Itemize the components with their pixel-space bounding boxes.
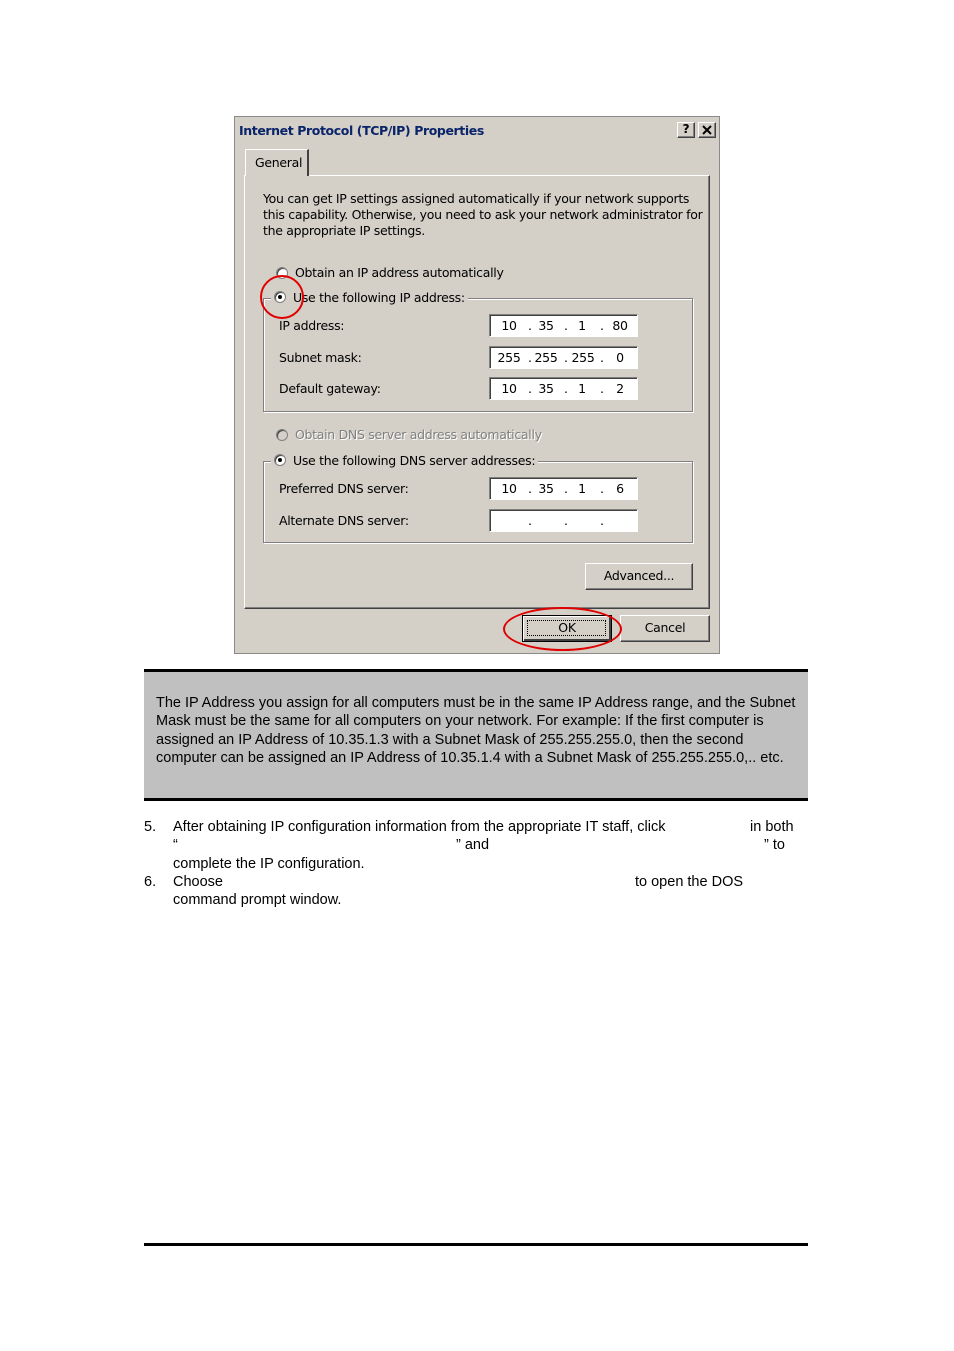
- pdns-octet-2: 35: [538, 481, 554, 496]
- step-5: [144, 818, 808, 873]
- cancel-button[interactable]: Cancel: [620, 615, 710, 642]
- preferred-dns-label: Preferred DNS server:: [279, 481, 409, 496]
- note-box: [144, 669, 808, 801]
- close-button[interactable]: [698, 122, 716, 138]
- step-5-line1: After obtaining IP configuration information from the appropriate IT staff, click: [173, 819, 666, 835]
- gateway-octet-1: 10: [501, 381, 517, 396]
- gateway-octet-3: 1: [578, 381, 586, 396]
- ip-address-label: IP address:: [279, 318, 345, 333]
- radio-obtain-dns-label: Obtain DNS server address automatically: [295, 427, 542, 442]
- gateway-dot: .: [600, 381, 604, 396]
- ip-dot: .: [528, 318, 532, 333]
- gateway-octet-2: 35: [538, 381, 554, 396]
- step-6-line1: Choose: [173, 874, 223, 890]
- dns-group-legend: [271, 453, 538, 468]
- step-6-line2: command prompt window.: [173, 892, 342, 908]
- step-5-to: ” to: [764, 837, 785, 853]
- step-5-open-quote: “: [173, 837, 178, 853]
- subnet-mask-field[interactable]: [489, 346, 638, 369]
- step-5-line1-end: in both: [750, 819, 794, 835]
- close-icon: [702, 125, 712, 135]
- ip-dot: .: [600, 318, 604, 333]
- ip-octet-4: 80: [612, 318, 628, 333]
- ok-button-label: OK: [558, 620, 576, 635]
- advanced-button[interactable]: Advanced...: [585, 563, 693, 590]
- alternate-dns-field[interactable]: [489, 509, 638, 532]
- highlight-circle-radio: [260, 275, 304, 319]
- radio-obtain-dns[interactable]: [276, 429, 288, 441]
- preferred-dns-field[interactable]: [489, 477, 638, 500]
- gateway-dot: .: [528, 381, 532, 396]
- radio-use-dns[interactable]: [274, 454, 286, 466]
- step-6-line1-end: to open the DOS: [635, 874, 744, 890]
- radio-selected-dot: [278, 458, 282, 462]
- subnet-mask-label: Subnet mask:: [279, 350, 362, 365]
- default-gateway-field[interactable]: [489, 377, 638, 400]
- adns-dot: .: [600, 513, 604, 528]
- help-button[interactable]: ?: [677, 122, 695, 138]
- subnet-octet-2: 255: [534, 350, 558, 365]
- ip-dot: .: [564, 318, 568, 333]
- pdns-dot: .: [528, 481, 532, 496]
- subnet-octet-4: 0: [616, 350, 624, 365]
- radio-obtain-ip-label: Obtain an IP address automatically: [295, 265, 504, 280]
- step-6: [144, 873, 808, 910]
- tab-general[interactable]: [245, 149, 309, 176]
- pdns-octet-1: 10: [501, 481, 517, 496]
- gateway-octet-4: 2: [616, 381, 624, 396]
- ip-address-field[interactable]: [489, 314, 638, 337]
- ip-octet-2: 35: [538, 318, 554, 333]
- pdns-dot: .: [564, 481, 568, 496]
- instruction-steps: [144, 818, 808, 910]
- ip-octet-1: 10: [501, 318, 517, 333]
- step-5-and: ” and: [456, 837, 490, 853]
- footer-rule: [144, 1243, 808, 1246]
- subnet-octet-1: 255: [497, 350, 521, 365]
- radio-use-dns-label: Use the following DNS server addresses:: [293, 453, 536, 468]
- tcpip-properties-dialog: [234, 116, 720, 654]
- step-number: 5.: [144, 819, 157, 835]
- adns-dot: .: [564, 513, 568, 528]
- subnet-octet-3: 255: [571, 350, 595, 365]
- note-text: The IP Address you assign for all computers must be in the same IP Address range, and the Subnet Mask must be the same for all computers on your network. For example: If the first computer is assigned an IP Address of 10.35.1.3 with a Subnet Mask of 255.255.255.0, then the second computer can be assigned an IP Address of 10.35.1.4 with a Subnet Mask of 255.255.255.0,.. etc.: [156, 695, 796, 766]
- step-5-line3: complete the IP configuration.: [173, 856, 365, 872]
- subnet-dot: .: [528, 350, 532, 365]
- tab-general-label: General: [255, 155, 303, 170]
- pdns-octet-3: 1: [578, 481, 586, 496]
- alternate-dns-label: Alternate DNS server:: [279, 513, 409, 528]
- step-number: 6.: [144, 874, 157, 890]
- subnet-dot: .: [564, 350, 568, 365]
- dialog-title: Internet Protocol (TCP/IP) Properties: [239, 123, 484, 138]
- subnet-dot: .: [600, 350, 604, 365]
- title-bar[interactable]: [237, 119, 717, 141]
- pdns-dot: .: [600, 481, 604, 496]
- gateway-dot: .: [564, 381, 568, 396]
- highlight-circle-ok: [503, 607, 622, 651]
- intro-text: You can get IP settings assigned automatically if your network supports this capability. Otherwise, you need to ask your network administrator for the appropriate IP settings.: [263, 191, 703, 238]
- radio-use-ip-label: Use the following IP address:: [293, 290, 465, 305]
- ip-octet-3: 1: [578, 318, 586, 333]
- adns-dot: .: [528, 513, 532, 528]
- default-gateway-label: Default gateway:: [279, 381, 381, 396]
- pdns-octet-4: 6: [616, 481, 624, 496]
